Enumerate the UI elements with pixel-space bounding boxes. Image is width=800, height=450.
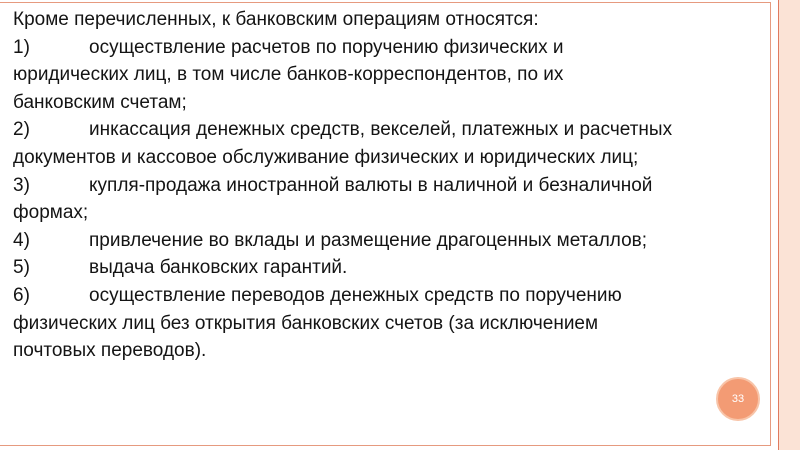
list-item-5 (13, 254, 765, 282)
list-item-1-continuation: банковским счетам; (13, 91, 187, 113)
list-item-2-continuation: документов и кассовое обслуживание физических и юридических лиц; (13, 146, 639, 168)
list-item-6-continuation: физических лиц без открытия банковских счетов (за исключением (13, 312, 599, 334)
list-item-2-text: инкассация денежных средств, векселей, платежных и расчетных (89, 119, 673, 141)
list-item-3 (13, 172, 765, 200)
list-item-4 (13, 227, 765, 255)
list-item-5-number: 5) (13, 257, 30, 279)
right-decorative-rail (779, 0, 800, 450)
list-item-3-text: купля-продажа иностранной валюты в наличной и безналичной (89, 174, 653, 196)
intro-line: Кроме перечисленных, к банковским операциям относятся: (13, 9, 539, 30)
page-number-badge: 33 (716, 377, 760, 421)
list-item-4-number: 4) (13, 229, 30, 251)
list-item-6-number: 6) (13, 284, 30, 306)
list-item-1-number: 1) (13, 36, 30, 58)
list-item-3-continuation: формах; (13, 202, 89, 224)
slide-body-text (13, 6, 765, 365)
list-item-5-text: выдача банковских гарантий. (89, 257, 348, 279)
list-item-3-number: 3) (13, 174, 30, 196)
list-item-1 (13, 34, 765, 62)
list-item-4-text: привлечение во вклады и размещение драгоценных металлов; (89, 229, 648, 251)
list-item-2-number: 2) (13, 119, 30, 141)
list-item-6-text: осуществление переводов денежных средств по поручению (89, 284, 622, 306)
list-item-6-continuation: почтовых переводов). (13, 340, 207, 362)
list-item-2 (13, 116, 765, 144)
list-item-6 (13, 282, 765, 310)
list-item-1-continuation: юридических лиц, в том числе банков-корреспондентов, по их (13, 64, 564, 86)
list-item-1-text: осуществление расчетов по поручению физических и (89, 36, 564, 58)
